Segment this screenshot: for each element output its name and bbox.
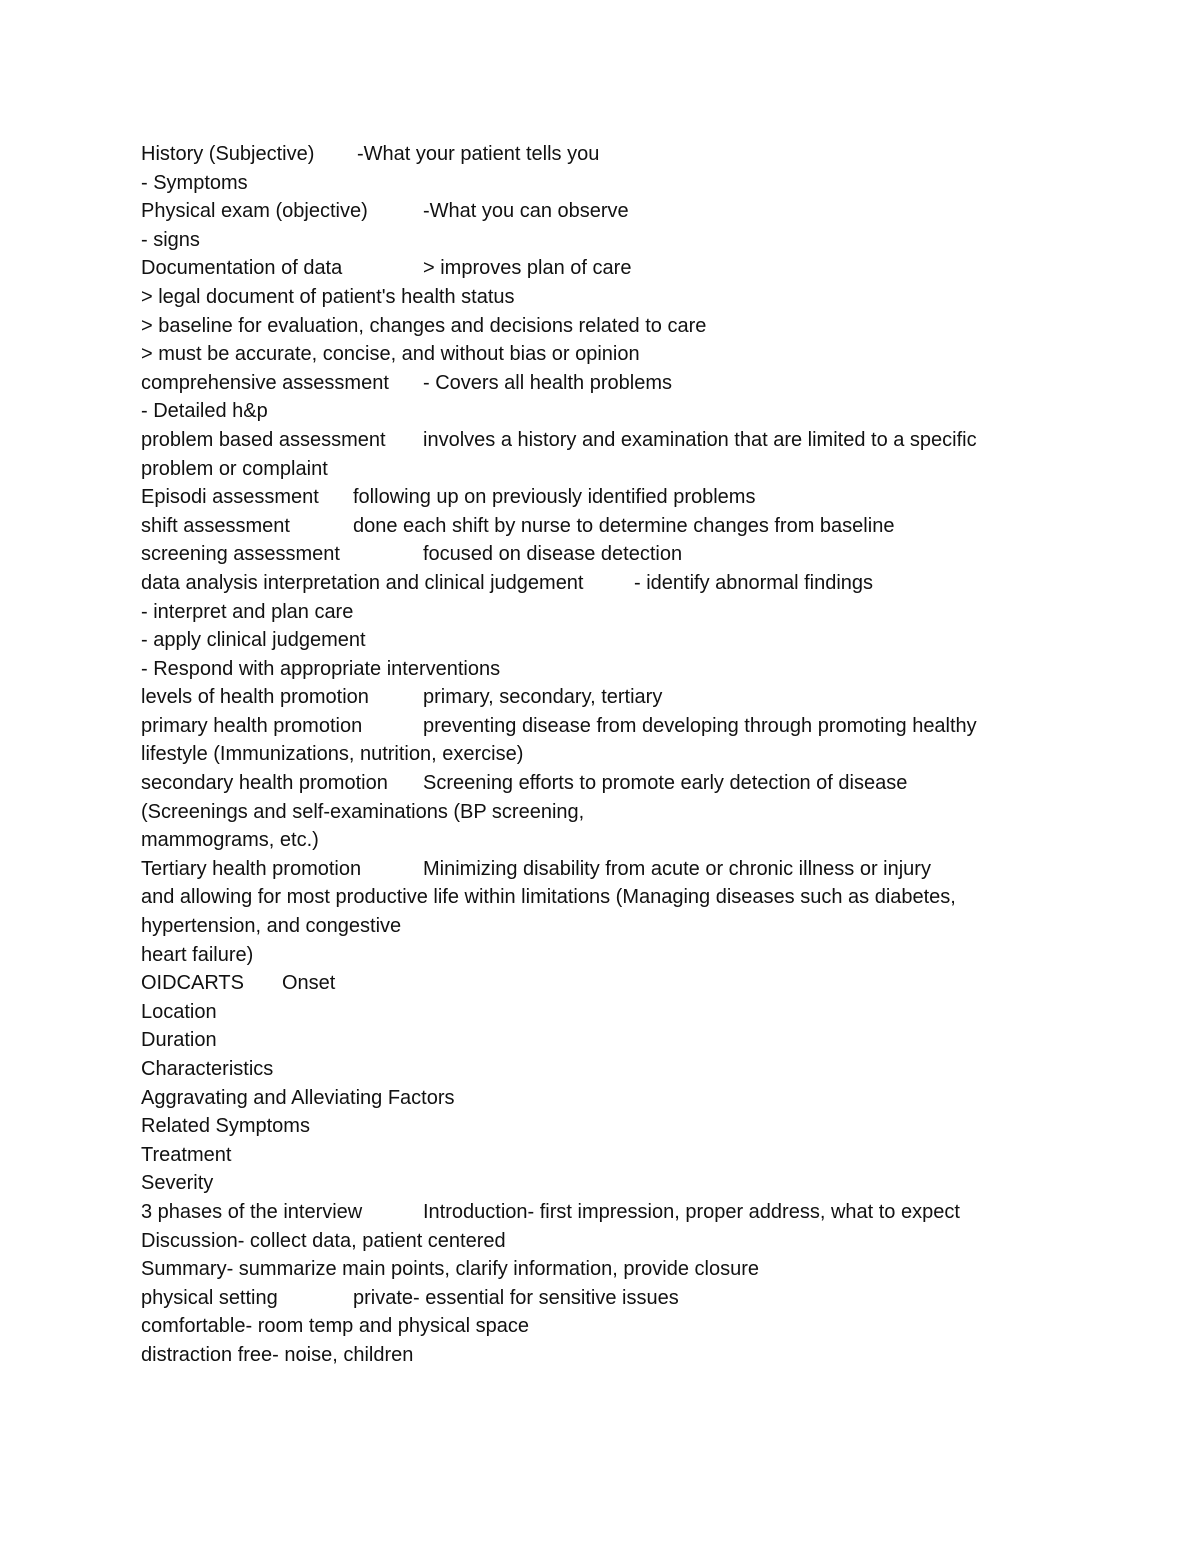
- text-line: [141, 740, 1061, 769]
- definition-text: preventing disease from developing through promoting healthy: [423, 714, 977, 737]
- text-line: [141, 254, 1061, 283]
- line-text: comfortable- room temp and physical space: [141, 1315, 529, 1338]
- text-line: [141, 626, 1061, 655]
- line-text: problem or complaint: [141, 457, 328, 480]
- term-text: shift assessment: [141, 514, 290, 537]
- line-text: Duration: [141, 1029, 217, 1052]
- line-text: Related Symptoms: [141, 1115, 310, 1138]
- text-line: [141, 283, 1061, 312]
- line-text: (Screenings and self-examinations (BP screening,: [141, 800, 585, 823]
- text-line: [141, 826, 1061, 855]
- text-line: [141, 426, 1061, 455]
- text-line: [141, 712, 1061, 741]
- text-line: [141, 1169, 1061, 1198]
- text-line: [141, 169, 1061, 198]
- line-text: Treatment: [141, 1143, 232, 1166]
- line-text: Location: [141, 1000, 217, 1023]
- line-text: heart failure): [141, 943, 254, 966]
- text-line: [141, 655, 1061, 684]
- text-line: [141, 1084, 1061, 1113]
- text-line: [141, 540, 1061, 569]
- line-text: lifestyle (Immunizations, nutrition, exercise): [141, 743, 524, 766]
- term-text: History (Subjective): [141, 143, 315, 165]
- line-text: - Symptoms: [141, 171, 248, 194]
- term-text: primary health promotion: [141, 714, 363, 737]
- text-line: [141, 683, 1061, 712]
- definition-text: - identify abnormal findings: [634, 571, 874, 594]
- definition-text: Screening efforts to promote early detection of disease: [423, 772, 908, 795]
- definition-text: -What your patient tells you: [357, 143, 600, 165]
- text-line: [141, 1312, 1061, 1341]
- definition-text: Introduction- first impression, proper address, what to expect: [423, 1200, 960, 1223]
- line-text: Summary- summarize main points, clarify information, provide closure: [141, 1258, 759, 1281]
- text-line: [141, 312, 1061, 341]
- text-line: [141, 1026, 1061, 1055]
- line-text: - interpret and plan care: [141, 600, 354, 623]
- line-text: > baseline for evaluation, changes and decisions related to care: [141, 314, 707, 337]
- text-line: [141, 1227, 1061, 1256]
- line-text: and allowing for most productive life within limitations (Managing diseases such as diabetes,: [141, 886, 956, 909]
- text-line: [141, 769, 1061, 798]
- definition-text: Onset: [282, 972, 336, 995]
- definition-text: involves a history and examination that are limited to a specific: [423, 428, 977, 451]
- term-text: Documentation of data: [141, 257, 343, 280]
- line-text: Aggravating and Alleviating Factors: [141, 1086, 455, 1109]
- text-line: [141, 969, 1061, 998]
- text-line: [141, 998, 1061, 1027]
- text-line: [141, 140, 1061, 169]
- definition-text: following up on previously identified problems: [353, 486, 756, 509]
- text-line: [141, 1112, 1061, 1141]
- line-text: hypertension, and congestive: [141, 915, 402, 938]
- text-line: [141, 883, 1061, 912]
- text-line: [141, 1141, 1061, 1170]
- text-line: [141, 1198, 1061, 1227]
- definition-text: -What you can observe: [423, 200, 629, 223]
- definition-text: - Covers all health problems: [423, 371, 672, 394]
- definition-text: primary, secondary, tertiary: [423, 686, 663, 709]
- line-text: > legal document of patient's health status: [141, 285, 515, 308]
- line-text: - Respond with appropriate interventions: [141, 657, 501, 680]
- text-line: [141, 455, 1061, 484]
- document-body: [141, 140, 1061, 1370]
- definition-text: private- essential for sensitive issues: [353, 1286, 679, 1309]
- term-text: screening assessment: [141, 543, 340, 566]
- term-text: levels of health promotion: [141, 686, 369, 709]
- text-line: [141, 569, 1061, 598]
- term-text: Episodi assessment: [141, 486, 319, 509]
- text-line: [141, 1284, 1061, 1313]
- text-line: [141, 1255, 1061, 1284]
- term-text: Physical exam (objective): [141, 200, 368, 223]
- term-text: 3 phases of the interview: [141, 1200, 363, 1223]
- definition-text: > improves plan of care: [423, 257, 632, 280]
- line-text: Severity: [141, 1172, 214, 1195]
- text-line: [141, 483, 1061, 512]
- text-line: [141, 912, 1061, 941]
- line-text: - Detailed h&p: [141, 400, 268, 423]
- definition-text: Minimizing disability from acute or chronic illness or injury: [423, 857, 931, 880]
- text-line: [141, 1055, 1061, 1084]
- term-text: OIDCARTS: [141, 972, 244, 995]
- text-line: [141, 369, 1061, 398]
- term-text: comprehensive assessment: [141, 371, 389, 394]
- text-line: [141, 598, 1061, 627]
- text-line: [141, 798, 1061, 827]
- term-text: secondary health promotion: [141, 772, 388, 795]
- text-line: [141, 512, 1061, 541]
- text-line: [141, 1341, 1061, 1370]
- line-text: mammograms, etc.): [141, 829, 319, 852]
- term-text: data analysis interpretation and clinical judgement: [141, 571, 584, 594]
- text-line: [141, 197, 1061, 226]
- line-text: Discussion- collect data, patient centered: [141, 1229, 506, 1252]
- term-text: Tertiary health promotion: [141, 857, 362, 880]
- line-text: > must be accurate, concise, and without bias or opinion: [141, 343, 640, 366]
- line-text: distraction free- noise, children: [141, 1343, 414, 1366]
- definition-text: done each shift by nurse to determine changes from baseline: [353, 514, 895, 537]
- line-text: - apply clinical judgement: [141, 629, 366, 652]
- term-text: physical setting: [141, 1286, 278, 1309]
- line-text: Characteristics: [141, 1058, 274, 1080]
- text-line: [141, 226, 1061, 255]
- line-text: - signs: [141, 228, 200, 251]
- text-line: [141, 855, 1061, 884]
- text-line: [141, 397, 1061, 426]
- definition-text: focused on disease detection: [423, 543, 683, 566]
- text-line: [141, 941, 1061, 970]
- text-line: [141, 340, 1061, 369]
- term-text: problem based assessment: [141, 428, 386, 451]
